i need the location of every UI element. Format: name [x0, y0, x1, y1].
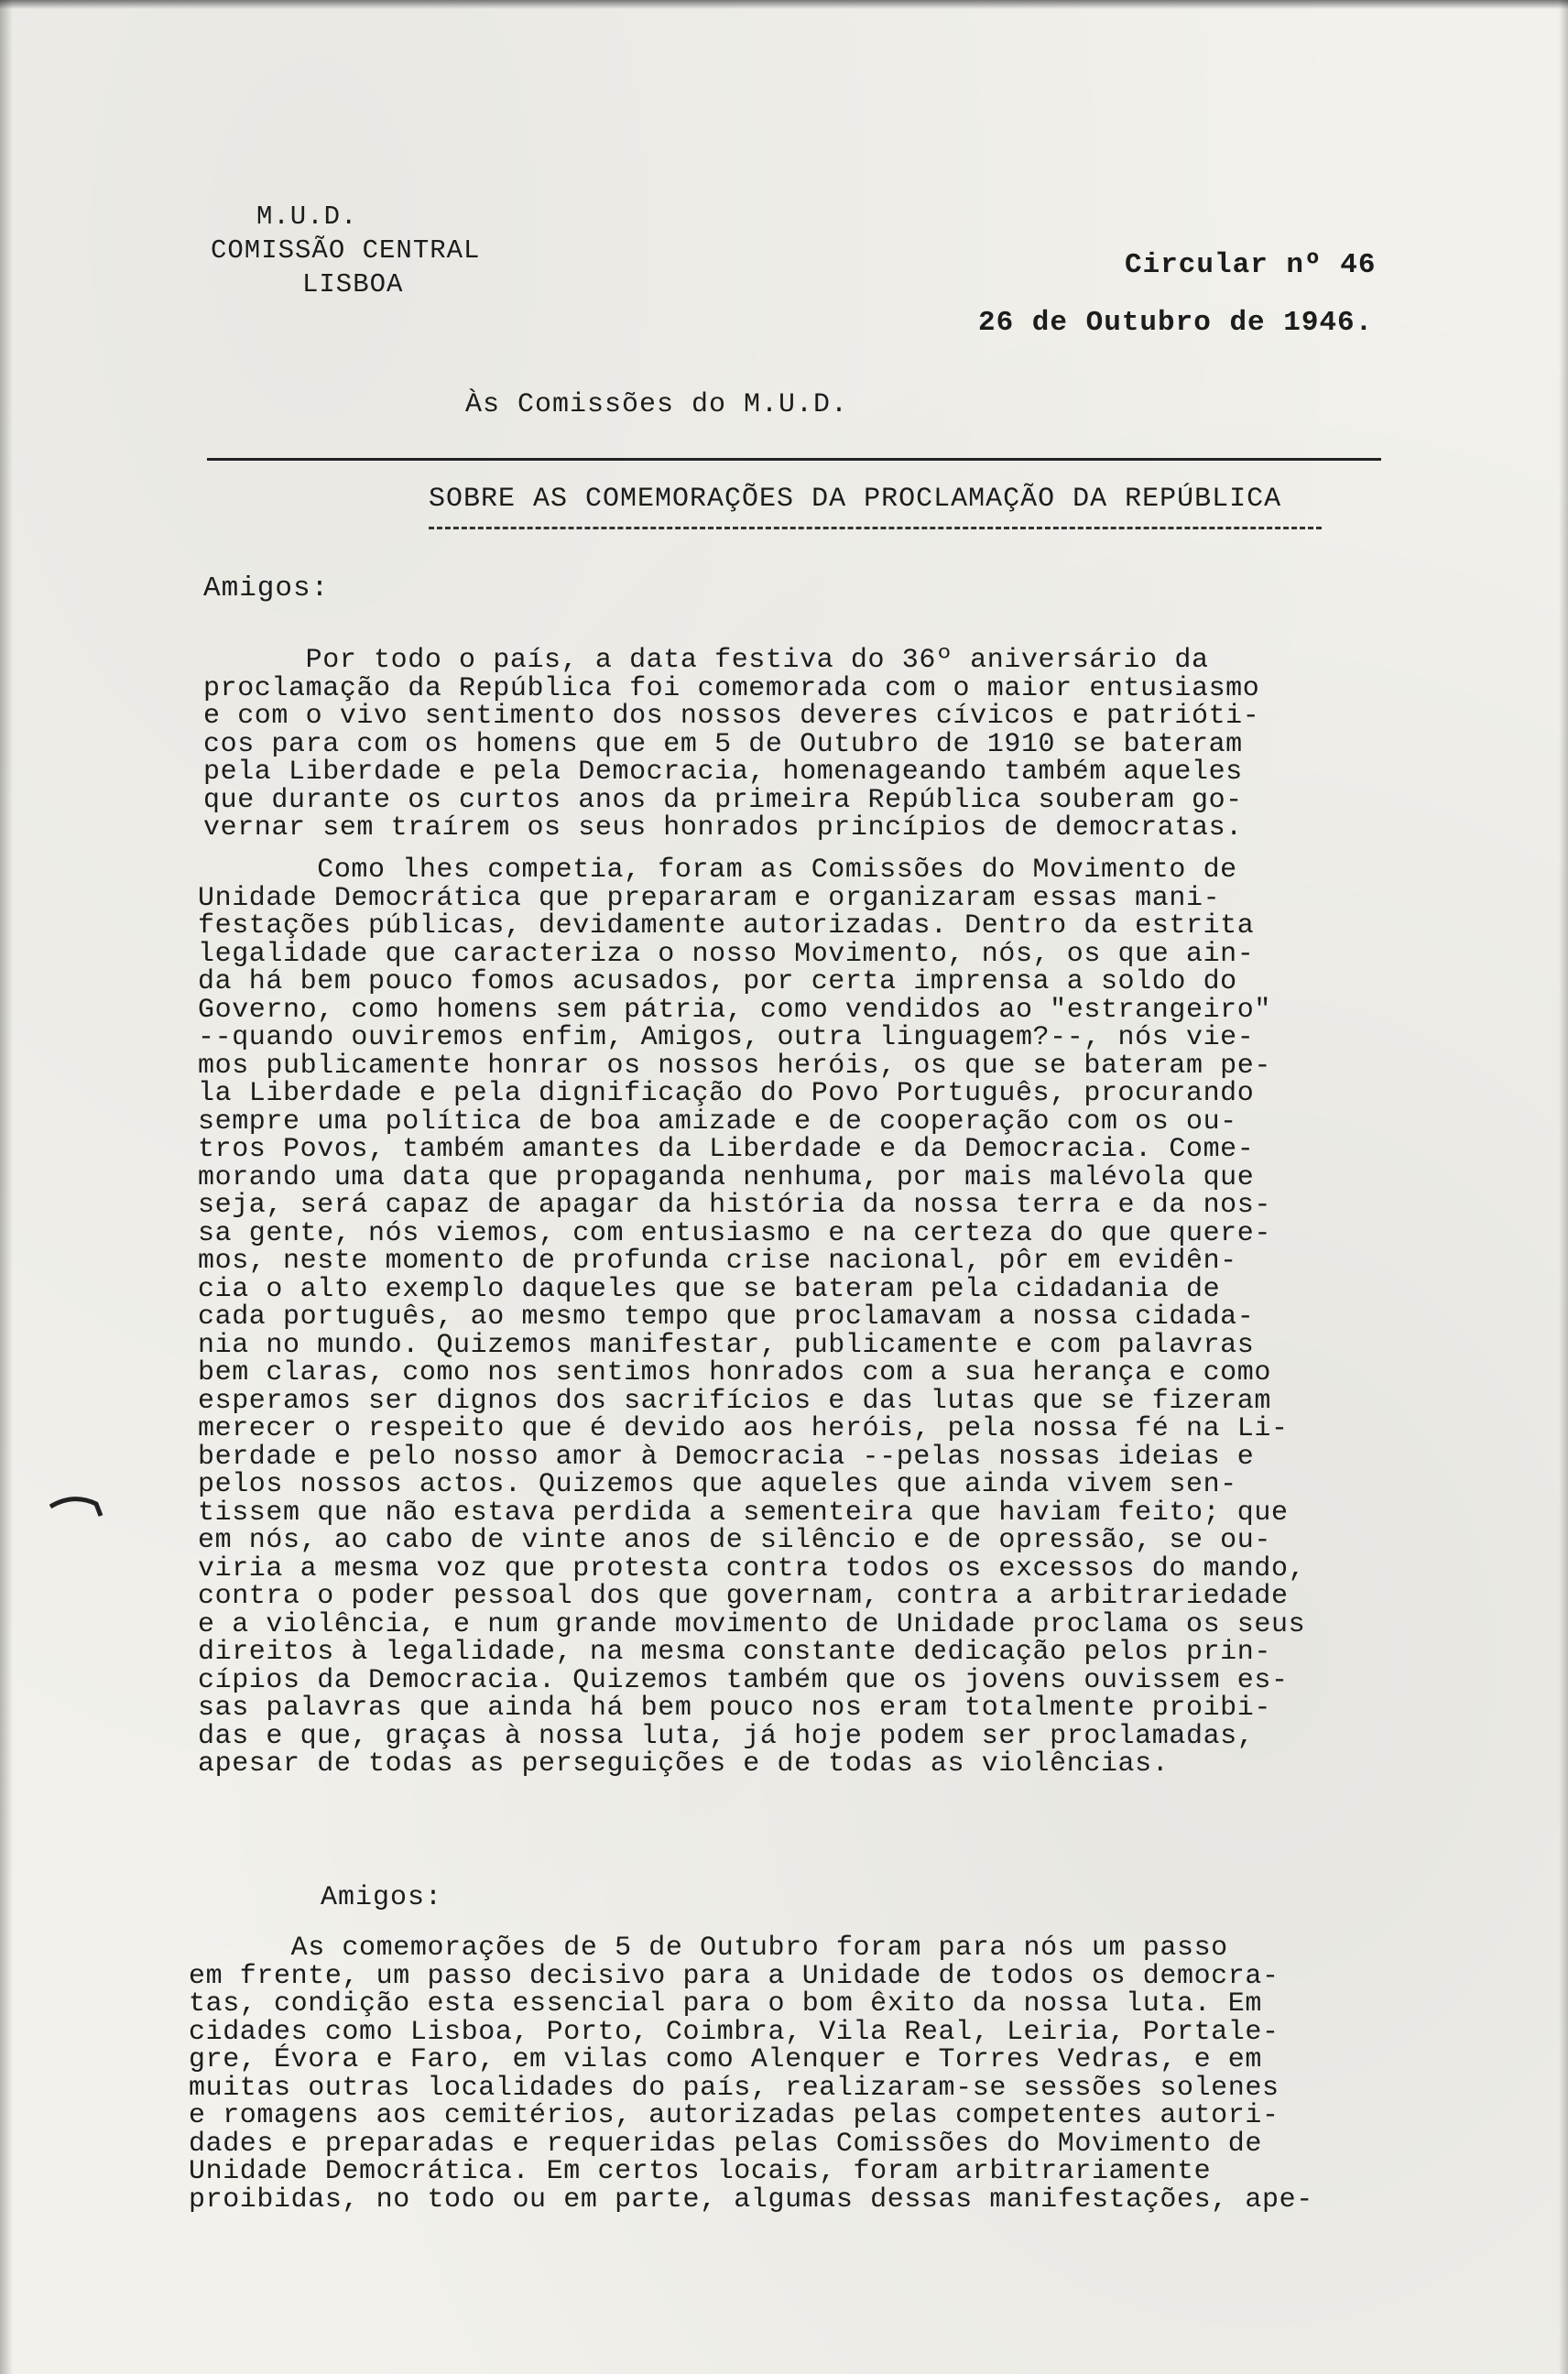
scan-edge-right: [1559, 0, 1568, 2374]
scan-edge-top: [0, 0, 1568, 9]
text-line: cos para com os homens que em 5 de Outubro de 1910 se bateram: [203, 728, 1243, 760]
text-line: viria a mesma voz que protesta contra todos os excessos do mando,: [198, 1552, 1306, 1584]
text-line: cidades como Lisboa, Porto, Coimbra, Vila Real, Leiria, Portale-: [189, 2016, 1279, 2048]
text-line: pelos nossos actos. Quizemos que aqueles que ainda vivem sen-: [198, 1469, 1237, 1500]
text-line: la Liberdade e pela dignificação do Povo Português, procurando: [198, 1078, 1255, 1109]
text-line: tissem que não estava perdida a sementeira que haviam feito; que: [198, 1497, 1289, 1529]
header-divider: [207, 458, 1381, 461]
text-line: contra o poder pessoal dos que governam, contra a arbitrariedade: [198, 1581, 1289, 1612]
text-line: nia no mundo. Quizemos manifestar, publicamente e com palavras: [198, 1329, 1255, 1361]
text-line: Governo, como homens sem pátria, como vendidos ao "estrangeiro": [198, 994, 1271, 1026]
paragraph-1: [203, 647, 1259, 843]
org-committee: COMISSÃO CENTRAL: [211, 235, 481, 266]
text-line: tas, condição esta essencial para o bom êxito da nossa luta. Em: [189, 1988, 1262, 2020]
sender-block: [211, 200, 480, 301]
letter-date: 26 de Outubro de 1946.: [978, 307, 1374, 339]
text-line: As comemorações de 5 de Outubro foram para nós um passo: [189, 1933, 1228, 1964]
addressee: Às Comissões do M.U.D.: [465, 389, 849, 420]
text-line: mos publicamente honrar os nossos heróis, os que se bateram pe-: [198, 1050, 1271, 1082]
text-line: pela Liberdade e pela Democracia, homenageando também aqueles: [203, 757, 1243, 788]
text-line: Unidade Democrática que prepararam e organizaram essas mani-: [198, 882, 1221, 914]
text-line: sempre uma política de boa amizade e de cooperação com os ou-: [198, 1105, 1237, 1138]
text-line: Unidade Democrática. Em certos locais, foram arbitrariamente: [189, 2156, 1212, 2187]
text-line: --quando ouviremos enfim, Amigos, outra linguagem?--, nós vie-: [198, 1022, 1255, 1053]
text-line: vernar sem traírem os seus honrados princípios de democratas.: [203, 812, 1243, 844]
text-line: seja, será capaz de apagar da história da nossa terra e da nos-: [198, 1190, 1271, 1221]
text-line: da há bem pouco fomos acusados, por certa imprensa a soldo do: [198, 966, 1237, 997]
text-line: esperamos ser dignos dos sacrifícios e das lutas que se fizeram: [198, 1385, 1271, 1417]
text-line: em nós, ao cabo de vinte anos de silêncio e de opressão, se ou-: [198, 1525, 1271, 1556]
text-line: proibidas, no todo ou em parte, algumas dessas manifestações, ape-: [189, 2183, 1313, 2216]
text-line: berdade e pelo nosso amor à Democracia --pelas nossas ideias e: [198, 1441, 1255, 1473]
text-line: cada português, ao mesmo tempo que proclamavam a nossa cidada-: [198, 1301, 1255, 1333]
text-line: legalidade que caracteriza o nosso Movimento, nós, os que ain-: [198, 938, 1255, 970]
org-city: LISBOA: [302, 269, 404, 299]
salutation: Amigos:: [203, 572, 330, 604]
text-line: cípios da Democracia. Quizemos também que os jovens ouvissem es-: [198, 1664, 1289, 1696]
paragraph-3: [189, 1934, 1313, 2214]
text-line: merecer o respeito que é devido aos heróis, pela nossa fé na Li-: [198, 1413, 1289, 1444]
text-line: muitas outras localidades do país, realizaram-se sessões solenes: [189, 2072, 1279, 2104]
text-line: cia o alto exemplo daqueles que se bateram pela cidadania de: [198, 1273, 1221, 1305]
text-line: apesar de todas as perseguições e de todas as violências.: [198, 1748, 1170, 1780]
text-line: das e que, graças à nossa luta, já hoje podem ser proclamadas,: [198, 1720, 1255, 1752]
text-line: e com o vivo sentimento dos nossos deveres cívicos e patrióti-: [203, 701, 1260, 732]
text-line: e a violência, e num grande movimento de Unidade proclama os seus: [198, 1608, 1306, 1640]
circular-number: Circular nº 46: [1125, 249, 1377, 281]
text-line: em frente, um passo decisivo para a Unidade de todos os democra-: [189, 1960, 1279, 1992]
text-line: que durante os curtos anos da primeira República souberam go-: [203, 784, 1243, 816]
subject-line: SOBRE AS COMEMORAÇÕES DA PROCLAMAÇÃO DA REPÚBLICA: [429, 484, 1282, 515]
text-line: mos, neste momento de profunda crise nacional, pôr em evidên-: [198, 1246, 1237, 1277]
text-line: Por todo o país, a data festiva do 36º aniversário da: [203, 645, 1209, 676]
margin-ink-mark: [46, 1484, 110, 1530]
text-line: proclamação da República foi comemorada com o maior entusiasmo: [203, 672, 1260, 704]
text-line: morando uma data que propaganda nenhuma, por mais malévola que: [198, 1161, 1255, 1193]
text-line: bem claras, como nos sentimos honrados com a sua herança e como: [198, 1357, 1271, 1388]
salutation-second: Amigos:: [321, 1882, 443, 1913]
text-line: direitos à legalidade, na mesma constante dedicação pelos prin-: [198, 1637, 1271, 1668]
scan-edge-left: [0, 0, 13, 2374]
subject-underline: [429, 527, 1322, 529]
text-line: dades e preparadas e requeridas pelas Comissões do Movimento de: [189, 2128, 1262, 2160]
paragraph-2: [198, 856, 1305, 1779]
text-line: sas palavras que ainda há bem pouco nos eram totalmente proibi-: [198, 1693, 1271, 1724]
text-line: tros Povos, também amantes da Liberdade e da Democracia. Come-: [198, 1134, 1255, 1165]
text-line: Como lhes competia, foram as Comissões do Movimento de: [198, 855, 1237, 886]
text-line: gre, Évora e Faro, em vilas como Alenquer e Torres Vedras, e em: [189, 2044, 1262, 2075]
text-line: e romagens aos cemitérios, autorizadas pelas competentes autori-: [189, 2100, 1279, 2131]
text-line: festações públicas, devidamente autorizadas. Dentro da estrita: [198, 910, 1255, 942]
org-acronym: M.U.D.: [256, 201, 358, 232]
text-line: sa gente, nós viemos, com entusiasmo e na certeza do que quere-: [198, 1217, 1271, 1249]
